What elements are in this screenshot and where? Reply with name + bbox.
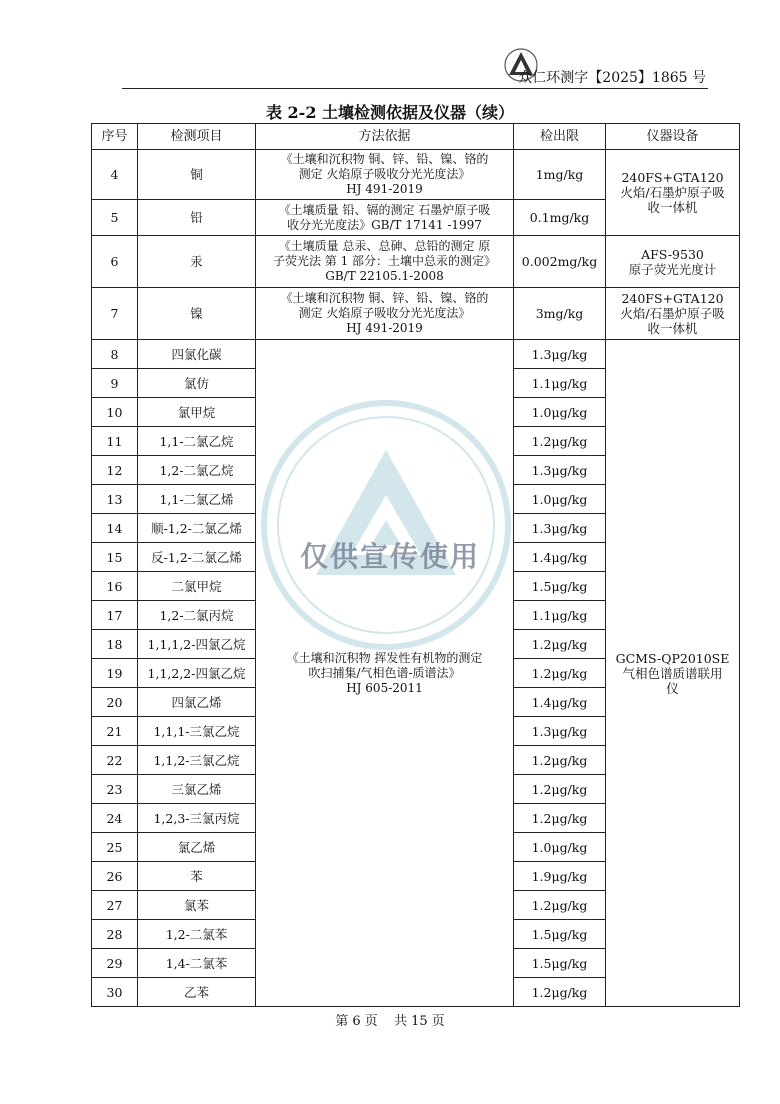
page-footer [0,1010,780,1029]
method-line: 测定 火焰原子吸收分光光度法》 [298,167,471,181]
method-line: 《土壤质量 总汞、总砷、总铅的测定 原 [278,239,491,253]
method-line: 《土壤质量 铅、镉的测定 石墨炉原子吸 [278,202,491,217]
col-header-instrument: 仪器设备 [606,124,740,150]
row-no: 19 [92,659,138,688]
method-line: HJ 491-2019 [346,321,423,335]
instrument-cell [606,288,740,340]
row-limit: 3mg/kg [514,288,606,340]
instrument-line: 原子荧光光度计 [628,261,717,277]
col-header-limit: 检出限 [514,124,606,150]
method-line: 《土壤和沉积物 铜、锌、铅、镍、铬的 [280,291,489,305]
instrument-line: 仪 [666,680,679,696]
row-no: 17 [92,601,138,630]
watermark-text: 仅供宣传使用 [299,540,480,573]
row-limit: 1.2μg/kg [514,659,606,688]
method-cell [256,288,514,340]
row-limit: 1.9μg/kg [514,862,606,891]
row-no: 26 [92,862,138,891]
table-row [92,236,740,288]
row-item: 铅 [138,200,256,236]
row-item: 1,4-二氯苯 [138,949,256,978]
method-line: HJ 605-2011 [346,680,423,695]
row-item: 1,2-二氯苯 [138,920,256,949]
row-item: 氯甲烷 [138,398,256,427]
method-line: 收分光光度法》GB/T 17141 -1997 [287,217,482,232]
method-line: GB/T 22105.1-2008 [325,269,444,283]
instrument-line: 240FS+GTA120 [621,170,724,185]
instrument-line: 气相色谱质谱联用 [622,665,723,681]
row-no: 10 [92,398,138,427]
row-item: 1,1,2,2-四氯乙烷 [138,659,256,688]
row-item: 1,1-二氯乙烯 [138,485,256,514]
row-item: 1,1,2-三氯乙烷 [138,746,256,775]
row-no: 20 [92,688,138,717]
table-row [92,288,740,340]
row-limit: 1mg/kg [514,150,606,200]
row-limit: 1.0μg/kg [514,398,606,427]
row-limit: 1.2μg/kg [514,978,606,1007]
instrument-cell [606,340,740,1007]
row-item: 1,1-二氯乙烷 [138,427,256,456]
method-line: HJ 491-2019 [346,182,423,196]
row-no: 15 [92,543,138,572]
row-item: 乙苯 [138,978,256,1007]
row-no: 23 [92,775,138,804]
document-number: 众仁环测字【2025】1865 号 [518,70,706,86]
row-no: 9 [92,369,138,398]
row-no: 5 [92,200,138,236]
row-no: 21 [92,717,138,746]
row-no: 29 [92,949,138,978]
row-item: 1,1,1-三氯乙烷 [138,717,256,746]
row-no: 13 [92,485,138,514]
row-limit: 1.1μg/kg [514,601,606,630]
row-limit: 1.0μg/kg [514,485,606,514]
row-limit: 1.4μg/kg [514,688,606,717]
row-item: 二氯甲烷 [138,572,256,601]
row-item: 氯乙烯 [138,833,256,862]
inspection-seal-icon [256,395,516,655]
method-line: 《土壤和沉积物 挥发性有机物的测定 [286,650,483,665]
method-line: 子荧光法 第 1 部分：土壤中总汞的测定》 [272,254,497,268]
row-no: 30 [92,978,138,1007]
row-limit: 1.4μg/kg [514,543,606,572]
header-divider [122,88,708,89]
row-no: 4 [92,150,138,200]
page-number: 第 6 页 [335,1014,378,1029]
row-item: 四氯乙烯 [138,688,256,717]
row-limit: 1.2μg/kg [514,427,606,456]
table-row [92,150,740,200]
row-no: 22 [92,746,138,775]
row-item: 1,1,1,2-四氯乙烷 [138,630,256,659]
row-limit: 1.5μg/kg [514,949,606,978]
row-item: 反-1,2-二氯乙烯 [138,543,256,572]
row-item: 1,2-二氯乙烷 [138,456,256,485]
row-limit: 1.1μg/kg [514,369,606,398]
instrument-line: 收一体机 [647,200,698,215]
row-no: 24 [92,804,138,833]
row-no: 6 [92,236,138,288]
row-limit: 1.3μg/kg [514,514,606,543]
table-header-row [92,124,740,150]
method-cell [256,236,514,288]
table-row [92,340,740,369]
row-item: 1,2,3-三氯丙烷 [138,804,256,833]
row-item: 镍 [138,288,256,340]
row-limit: 1.3μg/kg [514,717,606,746]
method-cell [256,200,514,236]
row-item: 1,2-二氯丙烷 [138,601,256,630]
row-no: 18 [92,630,138,659]
row-no: 28 [92,920,138,949]
row-item: 顺-1,2-二氯乙烯 [138,514,256,543]
row-limit: 1.5μg/kg [514,920,606,949]
instrument-cell [606,150,740,236]
row-no: 25 [92,833,138,862]
instrument-line: 火焰/石墨炉原子吸 [620,306,725,321]
row-limit: 0.1mg/kg [514,200,606,236]
row-item: 三氯乙烯 [138,775,256,804]
row-limit: 1.2μg/kg [514,804,606,833]
instrument-line: GCMS-QP2010SE [615,650,730,666]
row-item: 铜 [138,150,256,200]
instrument-line: AFS-9530 [641,246,704,262]
col-header-item: 检测项目 [138,124,256,150]
row-limit: 1.0μg/kg [514,833,606,862]
row-limit: 1.2μg/kg [514,775,606,804]
row-limit: 1.2μg/kg [514,891,606,920]
method-line: 吹扫捕集/气相色谱-质谱法》 [308,665,461,680]
row-limit: 1.3μg/kg [514,456,606,485]
row-item: 四氯化碳 [138,340,256,369]
instrument-cell [606,236,740,288]
method-cell [256,150,514,200]
page-total: 共 15 页 [393,1014,445,1029]
row-no: 11 [92,427,138,456]
row-limit: 1.3μg/kg [514,340,606,369]
row-no: 27 [92,891,138,920]
row-no: 8 [92,340,138,369]
row-no: 16 [92,572,138,601]
col-header-method: 方法依据 [256,124,514,150]
table-title: 表 2-2 土壤检测依据及仪器（续） [265,103,515,122]
row-limit: 1.2μg/kg [514,630,606,659]
row-limit: 0.002mg/kg [514,236,606,288]
method-line: 《土壤和沉积物 铜、锌、铅、镍、铬的 [280,152,489,166]
instrument-line: 240FS+GTA120 [621,291,724,306]
method-line: 测定 火焰原子吸收分光光度法》 [298,306,471,320]
row-no: 12 [92,456,138,485]
row-item: 汞 [138,236,256,288]
row-no: 14 [92,514,138,543]
instrument-line: 收一体机 [647,321,698,336]
col-header-no: 序号 [92,124,138,150]
instrument-line: 火焰/石墨炉原子吸 [620,185,725,200]
row-limit: 1.2μg/kg [514,746,606,775]
row-limit: 1.5μg/kg [514,572,606,601]
row-item: 氯苯 [138,891,256,920]
row-item: 氯仿 [138,369,256,398]
row-item: 苯 [138,862,256,891]
row-no: 7 [92,288,138,340]
